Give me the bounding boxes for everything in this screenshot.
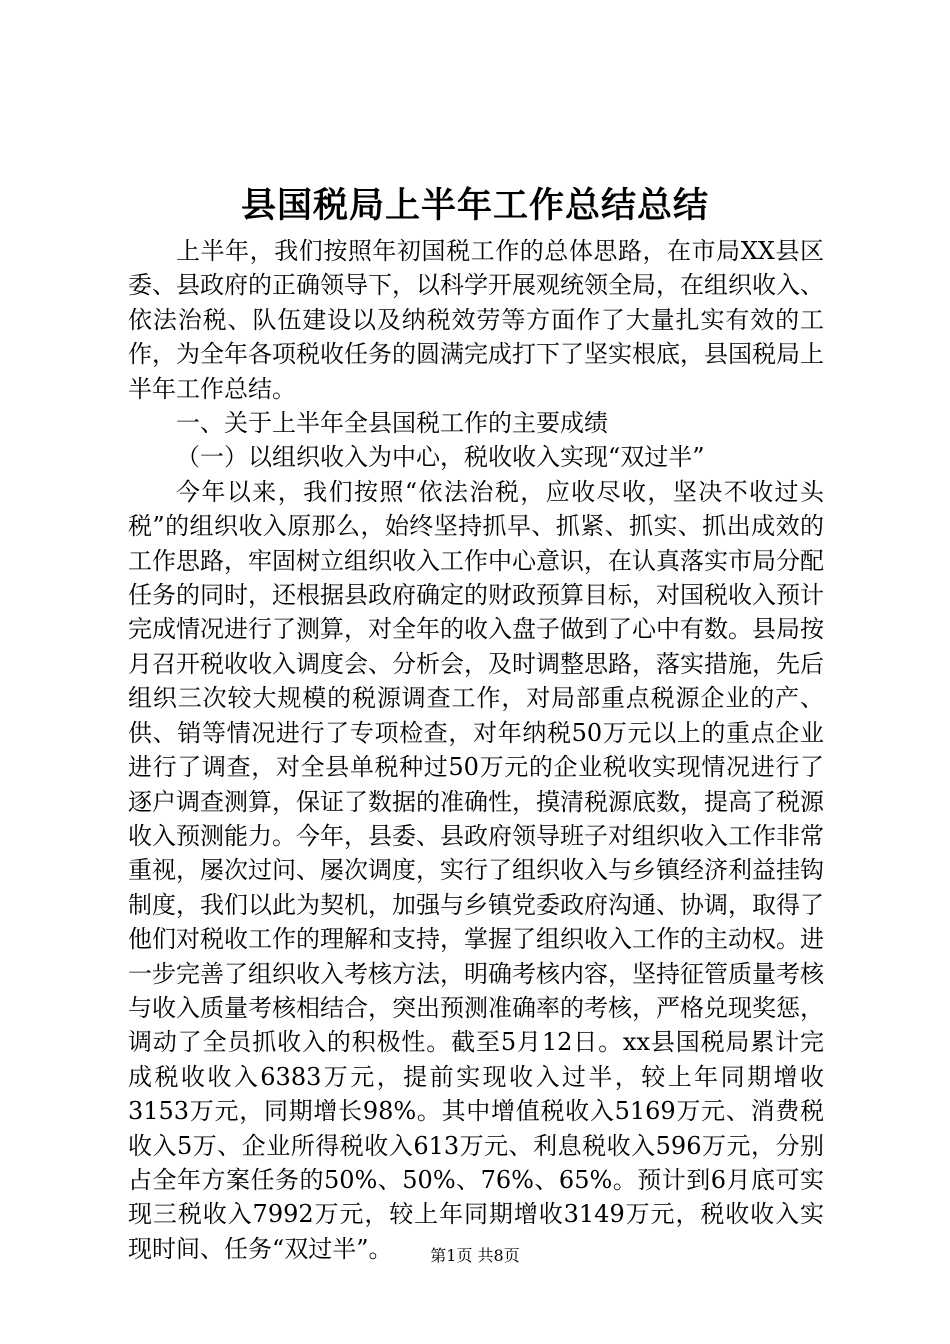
- document-title: 县国税局上半年工作总结总结: [240, 185, 709, 226]
- paragraph-intro: 上半年，我们按照年初国税工作的总体思路，在市局XX县区委、县政府的正确领导下，以科学开展观统领全局，在组织收入、依法治税、队伍建设以及纳税效劳等方面作了大量扎实有效的工作，为全年各项税收任务的圆满完成打下了坚实根底，县国税局上半年工作总结。: [128, 237, 824, 403]
- paragraph-revenue: 今年以来，我们按照“依法治税，应收尽收，坚决不收过头税”的组织收入原那么，始终坚持抓早、抓紧、抓实、抓出成效的工作思路，牢固树立组织收入工作中心意识，在认真落实市局分配任务的同时，还根据县政府确定的财政预算目标，对国税收入预计完成情况进行了测算，对全年的收入盘子做到了心中有数。县局按月召开税收收入调度会、分析会，及时调整思路，落实措施，先后组织三次较大规模的税源调查工作，对局部重点税源企业的产、供、销等情况进行了专项检查，对年纳税50万元以上的重点企业进行了调查，对全县单税种过50万元的企业税收实现情况进行了逐户调查测算，保证了数据的准确性，摸清税源底数，提高了税源收入预测能力。今年，县委、县政府领导班子对组织收入工作非常重视，屡次过问、屡次调度，实行了组织收入与乡镇经济利益挂钩制度，我们以此为契机，加强与乡镇党委政府沟通、协调，取得了他们对税收工作的理解和支持，掌握了组织收入工作的主动权。进一步完善了组织收入考核方法，明确考核内容，坚持征管质量考核与收入质量考核相结合，突出预测准确率的考核，严格兑现奖惩，调动了全员抓收入的积极性。截至5月12日。xx县国税局累计完成税收收入6383万元，提前实现收入过半，较上年同期增收3153万元，同期增长98%。其中增值税收入5169万元、消费税收入5万、企业所得税收入613万元、利息税收入596万元，分别占全年方案任务的50%、50%、76%、65%。预计到6月底可实现三税收入7992万元，较上年同期增收3149万元，税收收入实现时间、任务“双过半”。: [128, 477, 824, 1263]
- page-number-footer: 第1页 共8页: [430, 1246, 520, 1265]
- section-heading: 一、关于上半年全县国税工作的主要成绩: [176, 409, 608, 438]
- document-body: [128, 234, 824, 1266]
- subsection-heading: （一）以组织收入为中心，税收收入实现“双过半”: [176, 443, 705, 472]
